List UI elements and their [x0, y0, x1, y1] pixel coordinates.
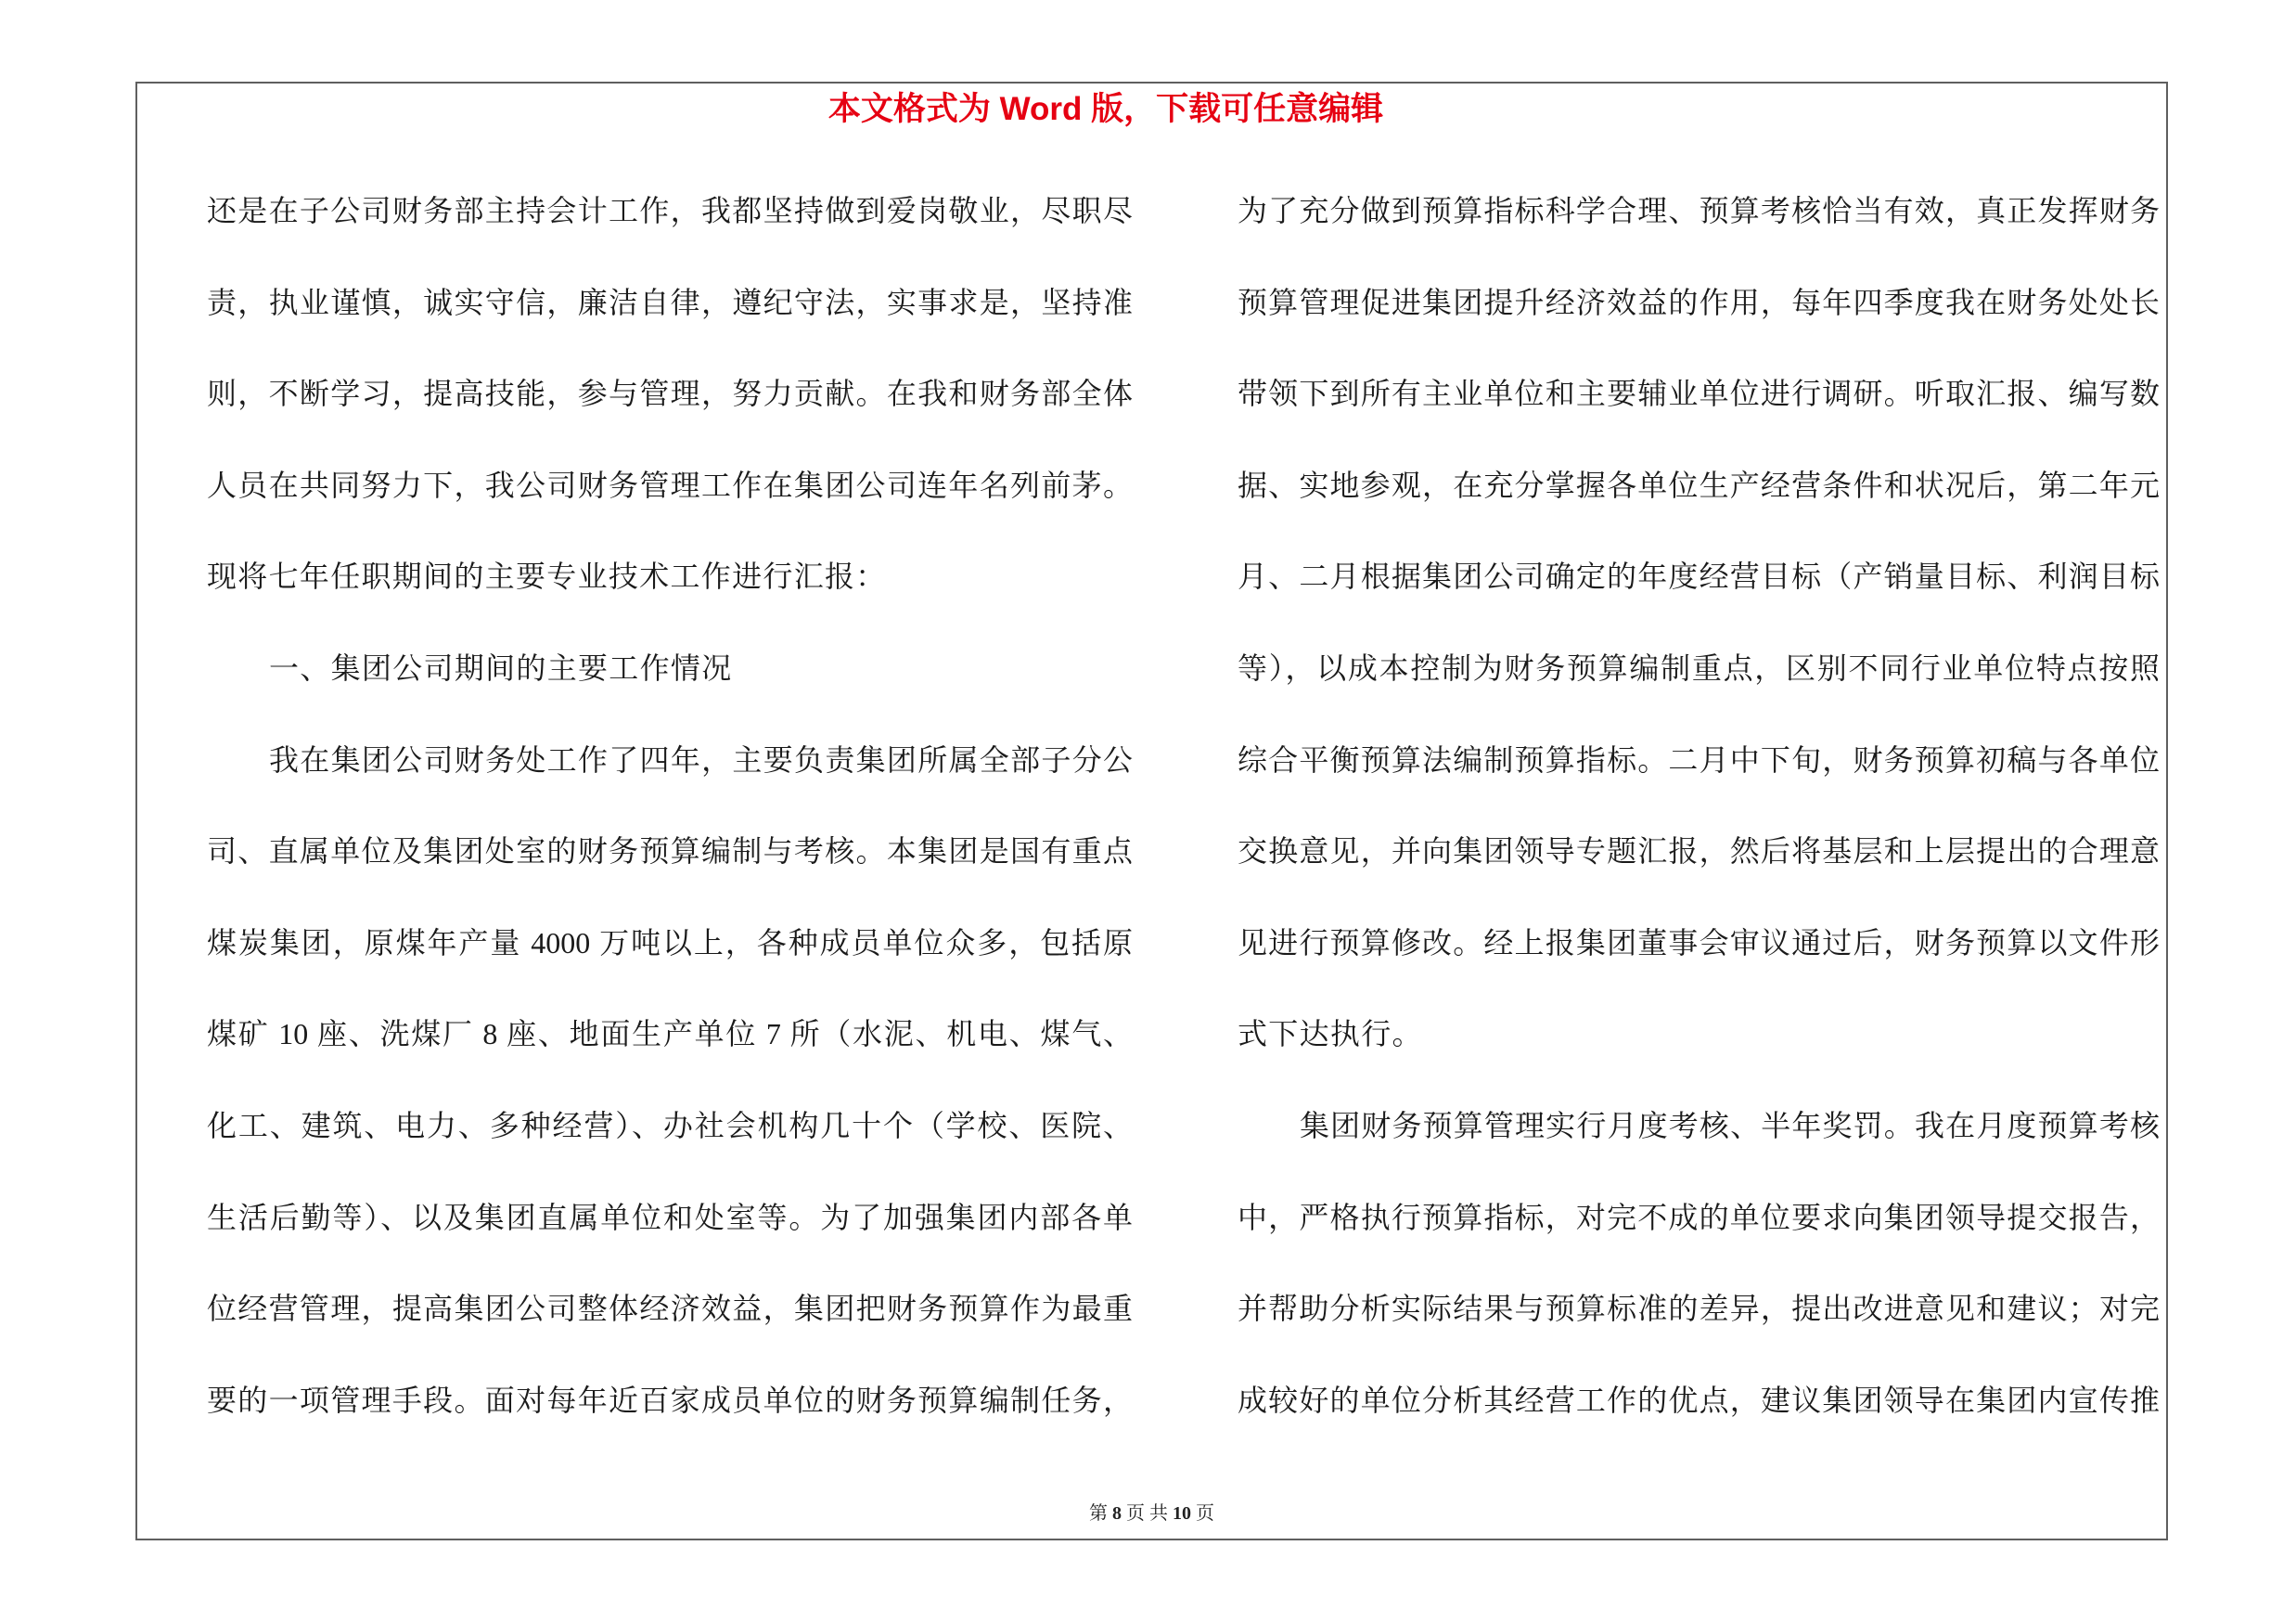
text-line: 为了充分做到预算指标科学合理、预算考核恰当有效，真正发挥财务	[1238, 194, 2160, 227]
text-line: 并帮助分析实际结果与预算标准的差异，提出改进意见和建议；对完	[1238, 1292, 2160, 1326]
text-line: 带领下到所有主业单位和主要辅业单位进行调研。听取汇报、编写数	[1238, 377, 2160, 411]
text-line: 要的一项管理手段。面对每年近百家成员单位的财务预算编制任务，	[207, 1383, 1133, 1417]
text-line: 责，执业谨慎，诚实守信，廉洁自律，遵纪守法，实事求是，坚持准	[207, 285, 1133, 319]
text-line: 见进行预算修改。经上报集团董事会审议通过后，财务预算以文件形	[1238, 925, 2160, 960]
text-line: 则，不断学习，提高技能，参与管理，努力贡献。在我和财务部全体	[207, 377, 1133, 411]
left-column	[207, 165, 1133, 1446]
text-line: 交换意见，并向集团领导专题汇报，然后将基层和上层提出的合理意	[1238, 834, 2160, 869]
page-label-prefix: 第	[1089, 1503, 1108, 1524]
right-column	[1238, 165, 2160, 1446]
text-line: 月、二月根据集团公司确定的年度经营目标（产销量目标、利润目标	[1238, 560, 2160, 594]
text-line: 生活后勤等）、以及集团直属单位和处室等。为了加强集团内部各单	[207, 1200, 1133, 1234]
text-line: 等），以成本控制为财务预算编制重点，区别不同行业单位特点按照	[1238, 650, 2160, 685]
current-page-number: 8	[1112, 1503, 1122, 1524]
page-label-suffix: 页	[1196, 1503, 1214, 1524]
paragraph	[1238, 1080, 2160, 1446]
page-label-middle: 页 共	[1126, 1503, 1168, 1524]
text-line: 煤矿 10 座、洗煤厂 8 座、地面生产单位 7 所（水泥、机电、煤气、	[207, 1017, 1133, 1051]
format-notice: 本文格式为 Word 版，下载可任意编辑	[827, 91, 1384, 127]
paragraph	[1238, 165, 2160, 1080]
text-line: 还是在子公司财务部主持会计工作，我都坚持做到爱岗敬业，尽职尽	[207, 194, 1133, 227]
text-line: 司、直属单位及集团处室的财务预算编制与考核。本集团是国有重点	[207, 834, 1133, 869]
total-pages-number: 10	[1173, 1503, 1191, 1524]
text-line: 现将七年任职期间的主要专业技术工作进行汇报：	[207, 560, 887, 594]
text-line: 预算管理促进集团提升经济效益的作用，每年四季度我在财务处处长	[1238, 285, 2160, 319]
paragraph	[207, 715, 1133, 1447]
text-line: 人员在共同努力下，我公司财务管理工作在集团公司连年名列前茅。	[207, 468, 1133, 502]
text-line: 化工、建筑、电力、多种经营）、办社会机构几十个（学校、医院、	[207, 1108, 1133, 1142]
text-line: 位经营管理，提高集团公司整体经济效益，集团把财务预算作为最重	[207, 1292, 1133, 1326]
text-line: 中，严格执行预算指标，对完不成的单位要求向集团领导提交报告，	[1238, 1200, 2160, 1234]
text-line: 式下达执行。	[1238, 1017, 1423, 1051]
text-line: 成较好的单位分析其经营工作的优点，建议集团领导在集团内宣传推	[1238, 1383, 2160, 1417]
text-line: 煤炭集团，原煤年产量 4000 万吨以上，各种成员单位众多，包括原	[207, 925, 1133, 960]
section-heading: 一、集团公司期间的主要工作情况	[269, 650, 733, 685]
paragraph	[207, 165, 1133, 623]
text-line: 综合平衡预算法编制预算指标。二月中下旬，财务预算初稿与各单位	[1238, 742, 2160, 777]
page-footer	[135, 1501, 2168, 1526]
text-line: 据、实地参观，在充分掌握各单位生产经营条件和状况后，第二年元	[1238, 468, 2160, 502]
text-line: 集团财务预算管理实行月度考核、半年奖罚。我在月度预算考核	[1300, 1108, 2160, 1142]
text-line: 我在集团公司财务处工作了四年，主要负责集团所属全部子分公	[269, 742, 1133, 777]
